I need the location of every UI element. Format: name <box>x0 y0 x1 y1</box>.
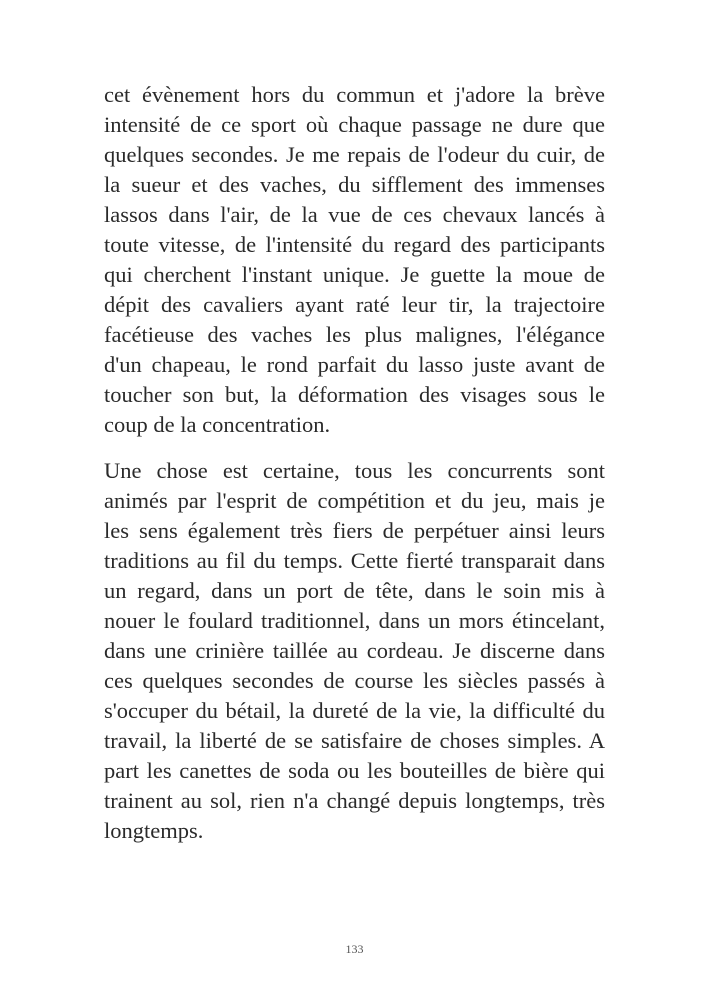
page-body <box>104 80 605 846</box>
text-line: Une chose est certaine, tous les concurrents sont <box>104 458 605 483</box>
page-number: 133 <box>345 942 364 956</box>
text-line: cet évènement hors du commun et j'adore la brève <box>104 82 605 107</box>
text-line: dépit des cavaliers ayant raté leur tir, la trajectoire <box>104 292 605 317</box>
text-line: animés par l'esprit de compétition et du jeu, mais je <box>104 488 605 513</box>
text-line: dans une crinière taillée au cordeau. Je discerne dans <box>104 638 605 663</box>
text-line: traditions au fil du temps. Cette fierté transparait dans <box>104 548 605 573</box>
text-line: facétieuse des vaches les plus malignes, l'élégance <box>104 322 605 347</box>
text-line: toucher son but, la déformation des visages sous le <box>104 382 605 407</box>
text-line: toute vitesse, de l'intensité du regard des participants <box>104 232 605 257</box>
text-line: un regard, dans un port de tête, dans le soin mis à <box>104 578 605 603</box>
text-line: longtemps. <box>104 818 204 843</box>
text-line: s'occuper du bétail, la dureté de la vie, la difficulté du <box>104 698 605 723</box>
text-line: travail, la liberté de se satisfaire de choses simples. A <box>104 728 605 753</box>
text-line: qui cherchent l'instant unique. Je guette la moue de <box>104 262 605 287</box>
text-line: lassos dans l'air, de la vue de ces chevaux lancés à <box>104 202 605 227</box>
text-line: nouer le foulard traditionnel, dans un mors étincelant, <box>104 608 605 633</box>
text-line: part les canettes de soda ou les bouteilles de bière qui <box>104 758 605 783</box>
text-line: les sens également très fiers de perpétuer ainsi leurs <box>104 518 605 543</box>
text-line: quelques secondes. Je me repais de l'odeur du cuir, de <box>104 142 605 167</box>
text-line: intensité de ce sport où chaque passage ne dure que <box>104 112 605 137</box>
text-line: la sueur et des vaches, du sifflement des immenses <box>104 172 605 197</box>
paragraph-2 <box>104 456 605 846</box>
text-line: trainent au sol, rien n'a changé depuis longtemps, très <box>104 788 605 813</box>
text-line: coup de la concentration. <box>104 412 331 437</box>
paragraph-1 <box>104 80 605 440</box>
text-line: ces quelques secondes de course les siècles passés à <box>104 668 605 693</box>
text-line: d'un chapeau, le rond parfait du lasso juste avant de <box>104 352 605 377</box>
